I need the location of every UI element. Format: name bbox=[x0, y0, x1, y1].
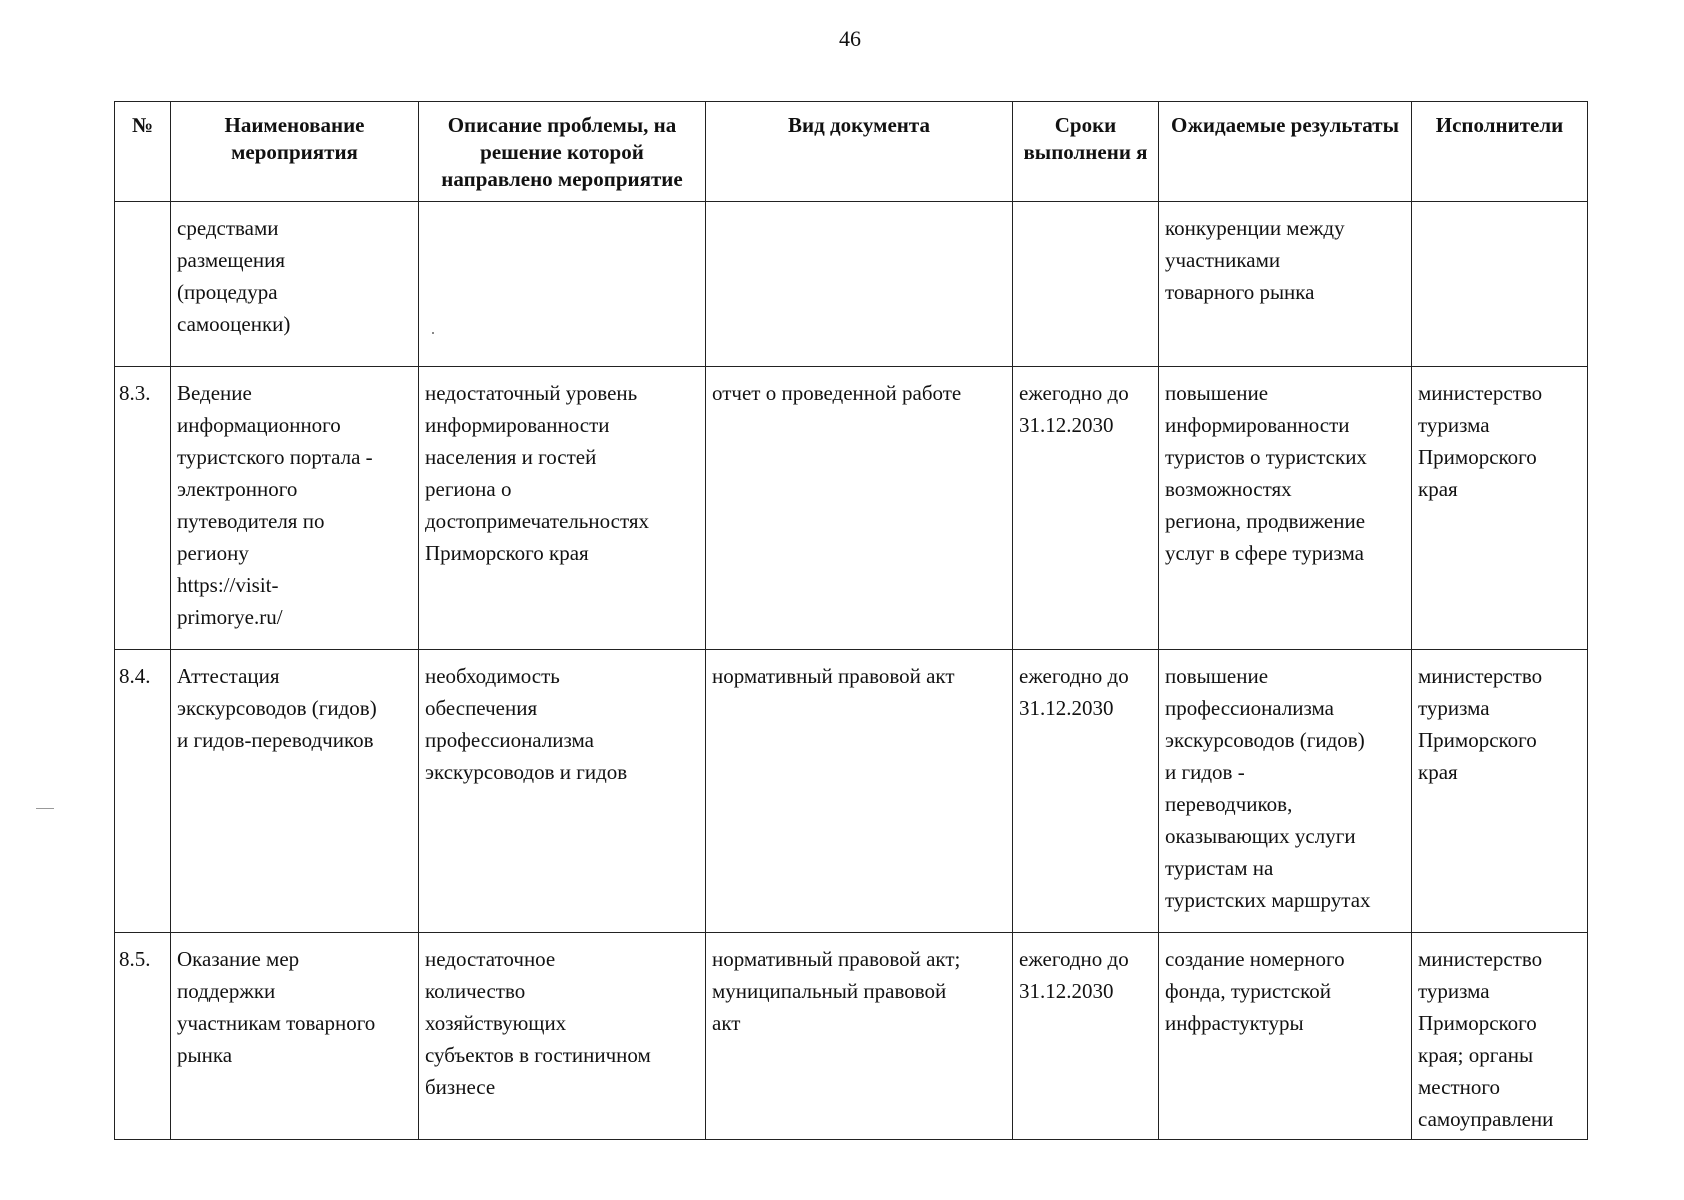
cell-problem: недостаточное количество хозяйствующих субъектов в гостиничном бизнесе bbox=[419, 933, 706, 1140]
cell-document-type: отчет о проведенной работе bbox=[706, 367, 1013, 650]
cell-problem: недостаточный уровень информированности населения и гостей региона о достопримечательностях Приморского края bbox=[419, 367, 706, 650]
cell-problem bbox=[419, 202, 706, 367]
cell-measure-name: Ведение информационного туристского портала - электронного путеводителя по региону https://visit- primorye.ru/ bbox=[171, 367, 419, 650]
cell-executors: министерство туризма Приморского края; органы местного самоуправлени bbox=[1412, 933, 1588, 1140]
header-expected-results: Ожидаемые результаты bbox=[1159, 102, 1412, 202]
cell-deadline: ежегодно до 31.12.2030 bbox=[1013, 650, 1159, 933]
header-number: № bbox=[115, 102, 171, 202]
header-deadline: Сроки выполнени я bbox=[1013, 102, 1159, 202]
cell-deadline: ежегодно до 31.12.2030 bbox=[1013, 367, 1159, 650]
cell-executors: министерство туризма Приморского края bbox=[1412, 367, 1588, 650]
header-executors: Исполнители bbox=[1412, 102, 1588, 202]
header-problem-description: Описание проблемы, на решение которой направлено мероприятие bbox=[419, 102, 706, 202]
table-row bbox=[115, 202, 1588, 367]
cell-measure-name: Оказание мер поддержки участникам товарного рынка bbox=[171, 933, 419, 1140]
cell-number bbox=[115, 202, 171, 367]
cell-executors bbox=[1412, 202, 1588, 367]
cell-expected-results: повышение информированности туристов о туристских возможностях региона, продвижение услуг в сфере туризма bbox=[1159, 367, 1412, 650]
page-number: 46 bbox=[839, 26, 861, 51]
cell-problem: необходимость обеспечения профессионализма экскурсоводов и гидов bbox=[419, 650, 706, 933]
cell-expected-results: повышение профессионализма экскурсоводов (гидов) и гидов - переводчиков, оказывающих услуги туристам на туристских маршрутах bbox=[1159, 650, 1412, 933]
table-row bbox=[115, 650, 1588, 933]
cell-number: 8.5. bbox=[115, 933, 171, 1140]
cell-executors: министерство туризма Приморского края bbox=[1412, 650, 1588, 933]
cell-measure-name: средствами размещения (процедура самооценки) bbox=[171, 202, 419, 367]
cell-document-type bbox=[706, 202, 1013, 367]
cell-number: 8.3. bbox=[115, 367, 171, 650]
cell-expected-results: конкуренции между участниками товарного рынка bbox=[1159, 202, 1412, 367]
cell-number: 8.4. bbox=[115, 650, 171, 933]
cell-expected-results: создание номерного фонда, туристской инфрастуктуры bbox=[1159, 933, 1412, 1140]
table-row bbox=[115, 933, 1588, 1140]
cell-measure-name: Аттестация экскурсоводов (гидов) и гидов-переводчиков bbox=[171, 650, 419, 933]
header-measure-name: Наименование мероприятия bbox=[171, 102, 419, 202]
measures-table bbox=[114, 101, 1588, 1140]
cell-deadline bbox=[1013, 202, 1159, 367]
scan-margin-mark bbox=[36, 808, 54, 809]
table-header-row bbox=[115, 102, 1588, 202]
cell-document-type: нормативный правовой акт; муниципальный правовой акт bbox=[706, 933, 1013, 1140]
table-row bbox=[115, 367, 1588, 650]
cell-document-type: нормативный правовой акт bbox=[706, 650, 1013, 933]
cell-deadline: ежегодно до 31.12.2030 bbox=[1013, 933, 1159, 1140]
header-document-type: Вид документа bbox=[706, 102, 1013, 202]
